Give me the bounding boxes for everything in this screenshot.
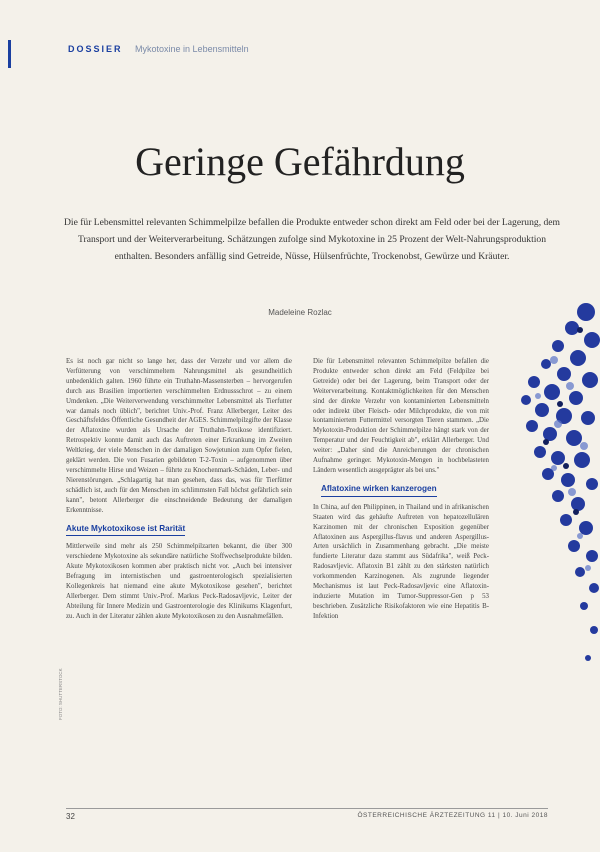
page-number: 32 (66, 812, 75, 821)
margin-marker (8, 40, 11, 68)
article-title: Geringe Gefährdung (135, 139, 465, 184)
section-label: DOSSIER (68, 44, 123, 54)
section-subtitle: Mykotoxine in Lebensmitteln (135, 44, 249, 54)
paragraph: Die für Lebensmittel relevanten Schimmelpilze befallen die Produkte entweder schon direkt am Feld (Feldpilze bei Getreide) oder bei der Lagerung, beim Transport oder der Weiterverarbeitung. Kontaktmöglichkeiten für den Menschen sind der direkte Verzehr von kontaminierten Lebensmitteln oder indirekt über Fleisch- oder Milchprodukte, die von mit kontaminiertem Futtermittel versorgten Tieren stammen. „Die Mykotoxin-Produktion der Schimmelpilze hängt stark von der Temperatur und der Feuchtigkeit ab", erklärt Allerberger. Und weiter: „Daher sind die Anreicherungen der chronischen Aufnahme geringer. Mykotoxin-Mengen in hochbelasteten Ländern wesentlich ausgeprägter als bei uns." (313, 358, 489, 474)
photo-credit: FOTO: SHUTTERSTOCK (58, 668, 63, 720)
mold-spores-illustration (488, 300, 600, 760)
article-lead: Die für Lebensmittel relevanten Schimmelpilze befallen die Produkte entweder schon direkt am Feld oder bei der Lagerung, dem Transport und der Weiterverarbeitung. Schätzungen zufolge sind Mykotoxine in 25 Prozent der Welt-Nahrungsproduktion enthalten. Besonders anfällig sind Getreide, Nüsse, Hülsenfrüchte, Trockenobst, Gewürze und Kräuter. (63, 217, 561, 262)
publication-info: ÖSTERREICHISCHE ÄRZTEZEITUNG 11 | 10. Juni 2018 (357, 812, 548, 819)
paragraph: Mittlerweile sind mehr als 250 Schimmelpilzarten bekannt, die über 300 verschiedene Mykotoxine als sekundäre natürliche Stoffwechselprodukte bilden. Akute Mykotoxikosen kommen aber praktisch nicht vor. „Auch bei intensiver Befragung im internistischen und gastroenterologisch spezialisierten Kollegenkreis hat niemand eine akute Mykotoxikose gesehen", berichtet Allerberger. Dem stimmt Univ.-Prof. Markus Peck-Radosavljevic, Leiter der Abteilung für Innere Medizin und Gastroenterologie des Klinikums Klagenfurt, zu. Auch in der Literatur zählen akute Mykotoxikosen zu den Ausnahmefällen. (66, 543, 292, 620)
text-column-right (313, 357, 489, 622)
article-author: Madeleine Rozlac (268, 308, 332, 317)
subheading: Aflatoxine wirken kanzerogen (321, 484, 437, 497)
subheading: Akute Mykotoxikose ist Rarität (66, 524, 185, 537)
paragraph: Es ist noch gar nicht so lange her, dass der Verzehr und vor allem die Verfütterung von verschimmeltem Nahrungsmittel als gesundheitlich unbedenklich galten. 1960 führte ein Truthahn-Massensterben – hervorgerufen durch aus Brasilien importierten verschimmelten Erdnussschrot – zu einem Umdenken. „Die Weiterverwendung verschimmelter Lebensmittel als Tierfutter war damals noch üblich", berichtet Univ.-Prof. Franz Allerberger, Leiter des Geschäftsfeldes Öffentliche Gesundheit der AGES. Schimmelpilzgifte der Klasse der Aflatoxine wurden als Ursache der Truthahn-Toxikose identifiziert. Retrospektiv konnte damit auch das Auftreten einer Erkrankung im Zweiten Weltkrieg, der viele Menschen in der damaligen Sowjetunion zum Opfer fielen, geklärt werden. Die von Fusarien gebildeten T-2-Toxin – aufgenommen über verschimmelte Hirse und Weizen – führte zu Knochenmark-Schäden, Leber- und Nierenstörungen. „Schlagartig hat man gesehen, dass das, was für Tierfütter schädlich ist, auch für den Menschen im schlimmsten Fall höchst gefährlich sein kann", betont Allerberger die einschneidende Bedeutung der damaligen Erkenntnisse. (66, 358, 292, 514)
footer-divider (66, 808, 548, 809)
text-column-left (66, 357, 292, 622)
paragraph: In China, auf den Philippinen, in Thailand und in afrikanischen Staaten wird das gehäufte Auftreten von hepatozellulären Karzinomen mit der chronischen Exposition gegenüber Aflatoxinen aus Aspergillus-flavus und anderen Aspergillus-Arten ursächlich in Zusammenhang gebracht. „Die meiste fundierte Literatur dazu stammt aus Südafrika", weiß Peck-Radosavljevic. Aflatoxin B1 zählt zu den stärksten natürlich vorkommenden Karzinogenen. Als zugrunde liegender Mechanismus ist laut Peck-Radosavljevic eine Aflatoxin-induzierte Mutation im Tumor-Suppressor-Gen p 53 beschrieben. Zusätzliche Risikofaktoren wie eine Hepatitis B-Infektion (313, 503, 489, 620)
section-header (68, 44, 249, 54)
